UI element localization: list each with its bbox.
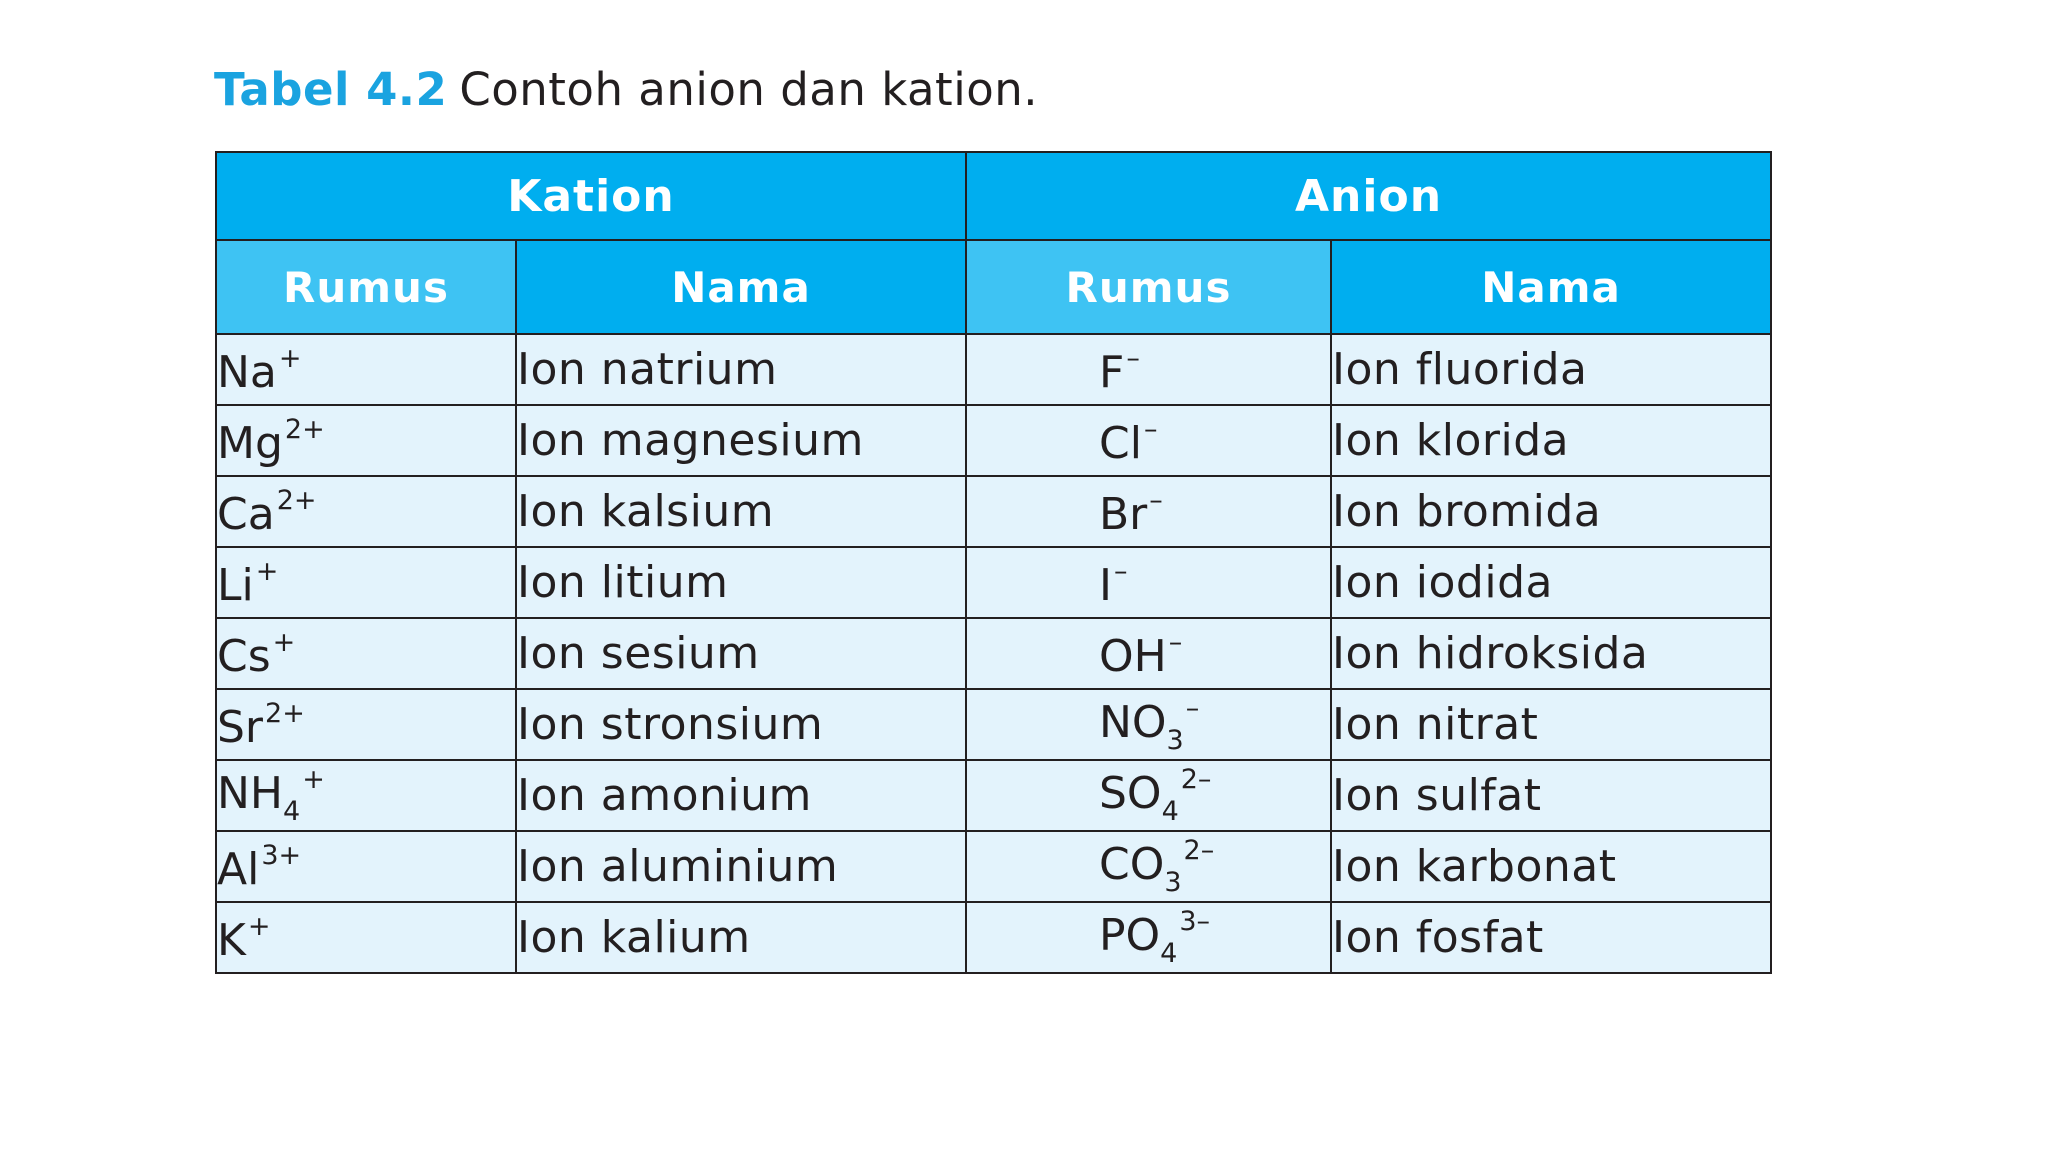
formula-charge: 3+ (261, 839, 302, 871)
group-header-row (216, 152, 1771, 240)
formula-base: Cl (1099, 417, 1142, 469)
cation-formula-cell (216, 902, 516, 973)
formula-base: Li (217, 559, 254, 611)
anion-name-cell: Ion klorida (1331, 405, 1771, 476)
header-kation-rumus: Rumus (216, 240, 516, 334)
caption-label: Tabel 4.2 (214, 63, 448, 116)
anion-formula-cell (966, 831, 1331, 902)
formula-subscript: 3 (1166, 725, 1184, 756)
formula-charge: – (1113, 555, 1128, 587)
formula-base: K (217, 914, 246, 966)
formula-base: Cs (217, 630, 271, 682)
cation-formula (217, 342, 302, 398)
anion-formula (1099, 908, 1210, 967)
formula-base: PO (1099, 910, 1161, 961)
formula-charge: 2– (1180, 764, 1212, 795)
cation-formula-cell (216, 760, 516, 831)
anion-formula (1099, 695, 1199, 754)
cation-formula-cell (216, 547, 516, 618)
formula-charge: + (302, 764, 325, 795)
anion-formula-cell (966, 547, 1331, 618)
cation-formula-cell (216, 831, 516, 902)
formula-charge: 2+ (284, 413, 325, 445)
cation-formula (217, 910, 271, 966)
cation-name-cell: Ion litium (516, 547, 966, 618)
ion-table (215, 151, 1772, 974)
table-caption (214, 56, 1038, 124)
table-row (216, 334, 1771, 405)
cation-formula-cell (216, 618, 516, 689)
ion-table-body (216, 334, 1771, 973)
anion-name-cell: Ion fosfat (1331, 902, 1771, 973)
cation-formula-cell (216, 476, 516, 547)
caption-text: Contoh anion dan kation. (459, 63, 1039, 116)
header-anion-rumus: Rumus (966, 240, 1331, 334)
table-row (216, 476, 1771, 547)
formula-charge: + (278, 342, 302, 374)
formula-base: SO (1099, 768, 1162, 819)
anion-formula (1099, 342, 1140, 398)
cation-name-cell: Ion natrium (516, 334, 966, 405)
formula-subscript: 4 (283, 796, 301, 827)
table-row (216, 760, 1771, 831)
anion-name-cell: Ion bromida (1331, 476, 1771, 547)
formula-charge: – (1168, 626, 1183, 658)
formula-base: I (1099, 559, 1112, 611)
table-row (216, 689, 1771, 760)
anion-name-cell: Ion nitrat (1331, 689, 1771, 760)
anion-formula (1099, 484, 1163, 540)
table-row (216, 618, 1771, 689)
formula-subscript: 4 (1160, 938, 1178, 969)
formula-charge: 2– (1183, 835, 1215, 866)
formula-base: OH (1099, 630, 1167, 682)
cation-formula-cell (216, 405, 516, 476)
formula-charge: 2+ (265, 697, 305, 729)
formula-base: NH (217, 768, 283, 819)
cation-formula (217, 626, 296, 682)
cation-name-cell: Ion stronsium (516, 689, 966, 760)
formula-charge: + (255, 555, 279, 587)
formula-base: F (1099, 346, 1125, 398)
cation-name-cell: Ion kalsium (516, 476, 966, 547)
anion-name-cell: Ion fluorida (1331, 334, 1771, 405)
anion-formula-cell (966, 476, 1331, 547)
anion-formula (1099, 766, 1211, 825)
anion-formula-cell (966, 760, 1331, 831)
formula-charge: – (1149, 484, 1163, 516)
formula-subscript: 4 (1161, 796, 1179, 827)
formula-base: NO (1099, 697, 1167, 748)
table-row (216, 831, 1771, 902)
formula-subscript: 3 (1164, 867, 1182, 898)
cation-name-cell: Ion sesium (516, 618, 966, 689)
cation-name-cell: Ion aluminium (516, 831, 966, 902)
formula-charge: 2+ (276, 484, 317, 516)
formula-base: CO (1099, 839, 1165, 890)
anion-formula (1099, 555, 1128, 611)
cation-formula (217, 697, 305, 753)
cation-name-cell: Ion kalium (516, 902, 966, 973)
anion-formula-cell (966, 405, 1331, 476)
anion-formula (1099, 837, 1214, 896)
anion-name-cell: Ion sulfat (1331, 760, 1771, 831)
anion-formula (1099, 626, 1183, 682)
header-anion-nama: Nama (1331, 240, 1771, 334)
anion-name-cell: Ion iodida (1331, 547, 1771, 618)
formula-base: Sr (217, 701, 264, 753)
table-row (216, 547, 1771, 618)
cation-name-cell: Ion amonium (516, 760, 966, 831)
cation-formula-cell (216, 689, 516, 760)
anion-formula-cell (966, 689, 1331, 760)
table-row (216, 405, 1771, 476)
anion-formula-cell (966, 618, 1331, 689)
anion-formula-cell (966, 334, 1331, 405)
formula-charge: + (272, 626, 296, 658)
cation-formula (217, 413, 325, 469)
cation-formula (217, 766, 325, 825)
formula-base: Na (217, 346, 277, 398)
anion-formula (1099, 413, 1158, 469)
cation-formula-cell (216, 334, 516, 405)
formula-charge: – (1185, 693, 1200, 724)
header-kation-nama: Nama (516, 240, 966, 334)
cation-formula (217, 484, 317, 540)
anion-name-cell: Ion karbonat (1331, 831, 1771, 902)
formula-base: Ca (217, 488, 275, 540)
cation-formula (217, 839, 302, 895)
cation-formula (217, 555, 279, 611)
formula-charge: – (1143, 413, 1158, 445)
formula-base: Mg (217, 417, 283, 469)
group-header-anion: Anion (966, 152, 1771, 240)
formula-charge: – (1126, 342, 1140, 374)
formula-base: Al (217, 843, 260, 895)
group-header-kation: Kation (216, 152, 966, 240)
table-row (216, 902, 1771, 973)
cation-name-cell: Ion magnesium (516, 405, 966, 476)
formula-charge: 3– (1179, 906, 1211, 937)
sub-header-row (216, 240, 1771, 334)
anion-name-cell: Ion hidroksida (1331, 618, 1771, 689)
formula-base: Br (1099, 488, 1148, 540)
anion-formula-cell (966, 902, 1331, 973)
formula-charge: + (247, 910, 271, 942)
